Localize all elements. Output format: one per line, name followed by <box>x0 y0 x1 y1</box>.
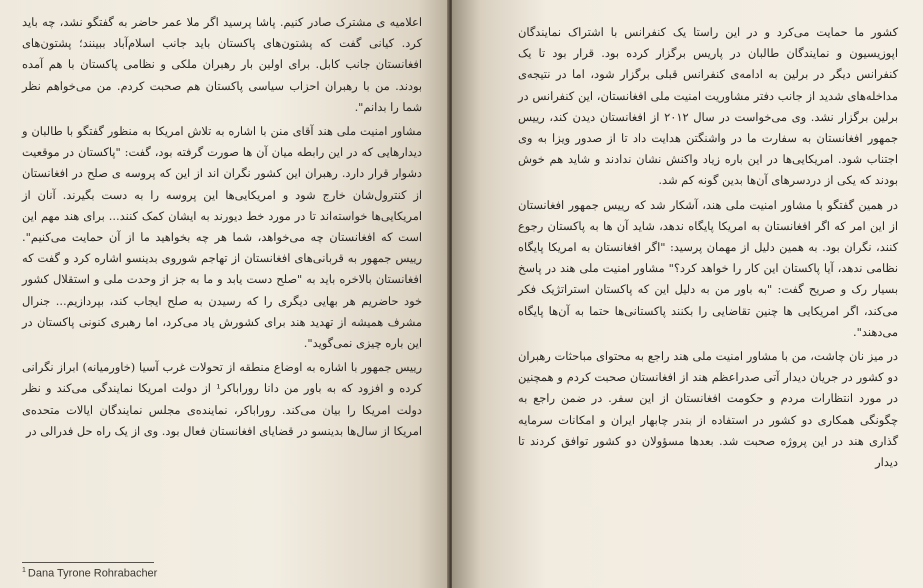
right-page <box>452 0 923 588</box>
footnote <box>22 567 157 580</box>
right-paragraph-2: در همین گفتگو با مشاور امنیت ملی هند، آشکار شد که رییس جمهور افغانستان از این امر که اگر افغانستان به امریکا پایگاه ندهد، شاید آن ها به پاکستان رجوع کنند، نگران بود. به همین دلیل از مهمان پرسید: "اگر افغانستان به امریکا پایگاه نظامی ندهد، آیا پاکستان این کار را خواهد کرد؟" مشاور امنیت ملی هند در پاسخ بسیار رک و صریح گفت: "به باور من به دلیل این که پاکستان استراتژیک فکر می‌کند، اگر امریکایی ها چنین تقاضایی را بکنند پاکستانی‌ها حتما به آن‌ها پایگاه می‌دهند". <box>518 197 898 339</box>
right-paragraph-1: کشور ما حمایت می‌کرد و در این راستا یک کنفرانس با اشتراک نمایندگان اپوزیسیون و نمایندگان طالبان در پاریس برگزار کرده بود. قرار بود تا یک کنفرانس دیگر در برلین به ادامه‌ی کنفرانس قبلی برگزار شود، اما در نتیجه‌ی مداخله‌های شدید از جانب دفتر مشاوریت امنیت ملی افغانستان، این کنفرانس در برلین برگزار نشد. وی می‌خواست در سال ۲۰۱۲ از افغانستان دیدن کند، رییس جمهور افغانستان به سفارت ما در واشنگتن هدایت داد تا از صدور ویزا به وی اجتناب شود. امریکایی‌ها در این باره زیاد واکنش نشان ندادند و شاید هم خوش بودند که یکی از دردسرهای آن‌ها بدین گونه کم شد. <box>518 25 898 188</box>
left-paragraph-3: رییس جمهور با اشاره به اوضاع منطقه از تحولات غرب آسیا (خاورمیانه) ابراز نگرانی کرده و افزود که به باور من دانا روراباکر¹ از دولت امریکا نمایندگی می‌کند و نظر دولت امریکا را بیان می‌کند. روراباکر، نماینده‌ی مجلس نمایندگان ایالات متحده‌ی امریکا از سال‌ها بدینسو در قضایای افغانستان فعال بود. وی از یک راه حل فدرالی در <box>22 360 422 438</box>
right-page-body <box>518 22 898 476</box>
footnote-text: Dana Tyrone Rohrabacher <box>27 567 158 580</box>
left-page <box>0 0 449 588</box>
right-paragraph-3: در میز نان چاشت، من با مشاور امنیت ملی هند راجع به محتوای مباحثات رهبران دو کشور در جریان دیدار آتی صدراعظم هند از افغانستان صحبت کردم و همچنین در مورد انتظارات مردم و حکومت افغانستان از این سفر. در ضمن راجع به چگونگی همکاری دو کشور در استفاده از بندر چابهار ایران و امکانات سرمایه گذاری هند در این پروژه صحبت شد. بعدها مسؤولان دو کشور توافق کردند تا دیدار <box>518 349 898 470</box>
footnote-rule <box>22 562 154 563</box>
footnote-marker: 1 <box>22 567 26 574</box>
left-paragraph-2: مشاور امنیت ملی هند آقای منن با اشاره به تلاش امریکا به منظور گفتگو با طالبان و دیدارهایی که در این رابطه میان آن ها صورت گرفته بود، گفت: "پاکستان در موقعیت دشوار قرار دارد. رهبران این کشور نگران اند از این که پروسه ی صلح در افغانستان از کنترول‌شان خارج شود و امریکایی‌ها این پروسه را به دست بگیرند. آنان از امریکایی‌ها خواسته‌اند تا در مورد خط دیورند به ایشان کمک کنند... برای هند مهم این است که افغانستان چه می‌خواهد، شما هر چه بخواهید ما از آن حمایت می‌کنیم". رییس جمهور به قربانی‌های افغانستان از تهاجم شوروی بدینسو اشاره کرد و گفت که افغانستان بالاخره باید به "صلح دست یابد و ما به جز از وحدت ملی و استقلال کشور خود حاضریم هر بهایی دیگری را که رسیدن به صلح ایجاب کند، بپردازیم... جنرال مشرف همیشه از تهدید هند برای کشورش یاد می‌کرد، اما رهبری کنونی پاکستان در این باره چیزی نمی‌گوید". <box>22 124 422 351</box>
left-page-body <box>22 12 422 445</box>
left-paragraph-1: اعلامیه ی مشترک صادر کنیم. پاشا پرسید اگر ملا عمر حاضر به گفتگو نشد، چه باید کرد. کیانی گفت که پشتون‌های پاکستان باید جانب اسلام‌آباد ببینند؛ پشتون‌های افغانستان جانب کابل. برای اولین بار رهبران ملکی و نظامی پاکستان با هم آمده بودند. من با رهبران احزاب سیاسی پاکستان هم صحبت کردم. من می‌خواهم نظر شما را بدانم". <box>22 15 422 114</box>
